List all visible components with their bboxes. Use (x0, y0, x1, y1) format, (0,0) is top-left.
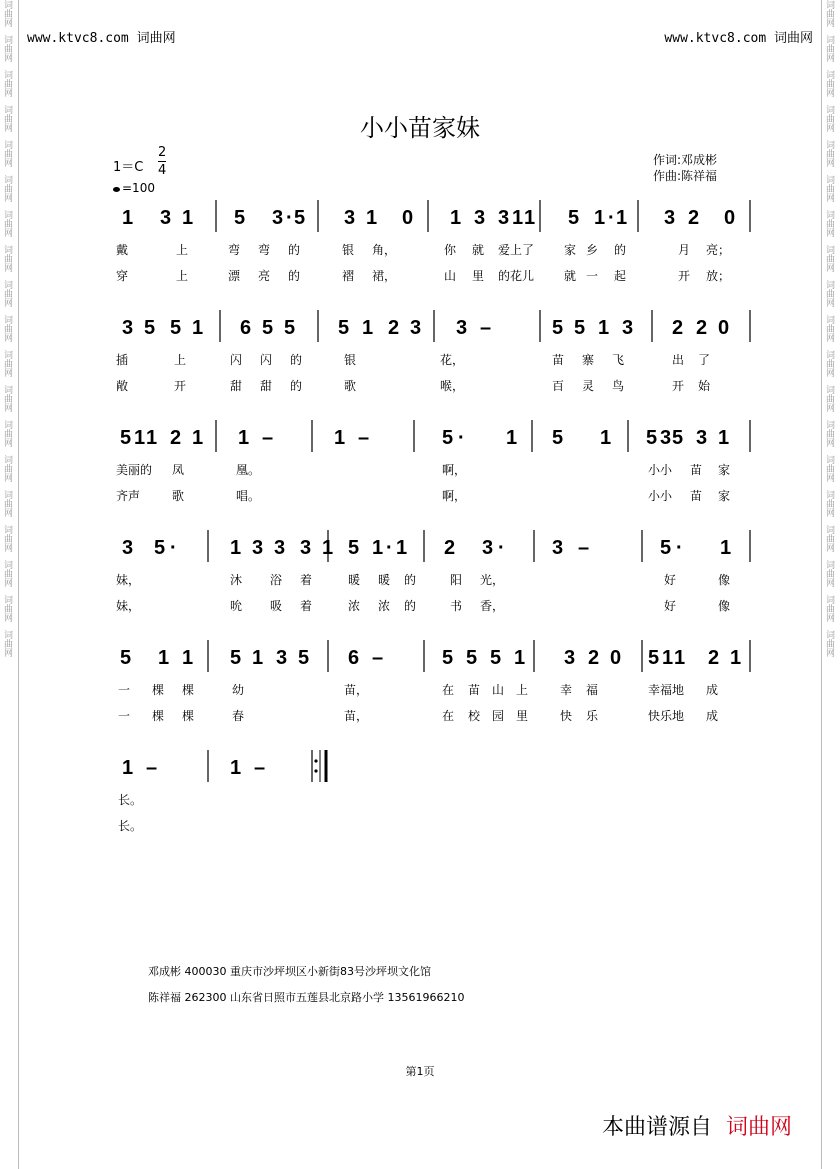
lyric-verse-1: 寨 (582, 353, 595, 367)
lyric-verse-2: 开 (174, 379, 187, 393)
note: 5 (120, 427, 132, 449)
lyric-verse-2: 穿 (116, 269, 129, 283)
lyric-verse-2: 里 (516, 709, 529, 723)
note: 1 (514, 647, 526, 669)
source-brand[interactable]: 词曲网 (725, 1115, 792, 1140)
lyric-verse-2: 一 (118, 709, 131, 723)
lyric-verse-2: 的 (404, 599, 417, 613)
lyric-verse-1: 闪 (230, 353, 243, 367)
note: 2 (672, 317, 684, 339)
watermark-text: 词曲网 (824, 280, 834, 307)
lyric-verse-2: 唱。 (236, 489, 261, 503)
lyric-verse-1: 阳 (450, 573, 463, 587)
watermark-text: 词曲网 (824, 385, 834, 412)
note: – (146, 757, 158, 779)
lyric-verse-2: 歌 (172, 489, 185, 503)
lyric-verse-1: 山 (492, 683, 505, 697)
lyric-verse-1: 闪 (260, 353, 273, 367)
watermark-text: 词曲网 (2, 0, 12, 27)
note: 2 (708, 647, 720, 669)
watermark-text: 词曲网 (824, 420, 834, 447)
lyric-verse-2: 成 (706, 709, 719, 723)
lyric-verse-2: 灵 (582, 379, 595, 393)
watermark-text: 词曲网 (2, 210, 12, 237)
lyric-verse-1: 光， (480, 573, 505, 587)
note: 1 (122, 757, 134, 779)
left-watermark-strip (2, 0, 16, 1169)
note: – (262, 427, 274, 449)
lyric-verse-2: 好 (664, 599, 677, 613)
note: 5 (648, 647, 660, 669)
lyric-verse-2: 裙， (372, 269, 397, 283)
note: 1 (252, 647, 264, 669)
lyric-verse-1: 幸福地 (648, 683, 685, 697)
note: 2 (444, 537, 456, 559)
note: 5 (660, 537, 672, 559)
note: 3 (344, 207, 356, 229)
lyric-verse-2: 家 (718, 489, 731, 503)
note: 1 (192, 317, 204, 339)
lyric-verse-1: 上 (176, 243, 189, 257)
composer: 作曲:陈祥福 (653, 169, 718, 183)
watermark-text: 词曲网 (2, 140, 12, 167)
note: 2 (688, 207, 700, 229)
lyric-verse-1: 一 (118, 683, 131, 697)
note: – (578, 537, 590, 559)
left-margin-line (18, 0, 19, 1169)
note: 0 (402, 207, 414, 229)
lyric-verse-1: 美丽的 (116, 463, 153, 477)
lyric-verse-1: 花， (440, 353, 465, 367)
watermark-text: 词曲网 (2, 595, 12, 622)
note: 5 (490, 647, 502, 669)
note: 1 (598, 317, 610, 339)
lyric-verse-2: 快乐地 (648, 709, 685, 723)
lyric-verse-1: 像 (718, 573, 731, 587)
lyric-verse-1: 福 (586, 683, 599, 697)
lyric-verse-2: 亮 (258, 269, 271, 283)
note: 3 (122, 537, 134, 559)
lyric-verse-1: 浴 (270, 573, 283, 587)
repeat-dot (314, 759, 317, 762)
watermark-text: 词曲网 (824, 175, 834, 202)
note: 0 (610, 647, 622, 669)
lyric-verse-1: 亮； (706, 243, 731, 257)
time-denominator: 4 (158, 163, 167, 178)
note: 1 (192, 427, 204, 449)
watermark-text: 词曲网 (2, 245, 12, 272)
watermark-text: 词曲网 (824, 35, 834, 62)
lyric-verse-2: 像 (718, 599, 731, 613)
watermark-text: 词曲网 (824, 490, 834, 517)
note: 1 (720, 537, 732, 559)
note: 1 (730, 647, 742, 669)
right-margin-line (821, 0, 822, 1169)
lyric-verse-1: 棵 (152, 683, 165, 697)
note: 3 (564, 647, 576, 669)
lyric-verse-2: 开 (672, 379, 685, 393)
note: 5 (284, 317, 296, 339)
source-credit (602, 1110, 792, 1141)
watermark-text: 词曲网 (2, 630, 12, 657)
watermark-text: 词曲网 (2, 560, 12, 587)
note: 5 (574, 317, 586, 339)
lyric-verse-2: 褶 (342, 269, 355, 283)
lyric-verse-1: 银 (342, 243, 355, 257)
lyric-verse-2: 苗， (344, 709, 369, 723)
lyric-verse-2: 苗 (690, 489, 703, 503)
note: · (170, 537, 177, 559)
lyric-verse-2: 敞 (116, 379, 129, 393)
lyric-verse-2: 长。 (118, 819, 143, 833)
lyric-verse-2: 上 (176, 269, 189, 283)
lyric-verse-1: 飞 (612, 353, 625, 367)
lyric-verse-1: 上 (516, 683, 529, 697)
watermark-text: 词曲网 (824, 140, 834, 167)
lyric-verse-1: 戴 (116, 243, 129, 257)
lyric-verse-2: 吮 (230, 599, 243, 613)
note: 3 (474, 207, 486, 229)
lyric-verse-1: 妹， (116, 573, 141, 587)
header-site-right[interactable]: www.ktvc8.com 词曲网 (664, 31, 813, 46)
time-numerator: 2 (158, 145, 167, 160)
lyric-verse-2: 小小 (648, 489, 673, 503)
note: 5 (230, 647, 242, 669)
note: · (608, 207, 615, 229)
note: 1 (322, 537, 334, 559)
watermark-text: 词曲网 (824, 525, 834, 552)
watermark-text: 词曲网 (824, 350, 834, 377)
note: 5 (672, 427, 684, 449)
lyric-verse-2: 棵 (152, 709, 165, 723)
lyric-verse-1: 苗 (468, 683, 481, 697)
lyric-verse-1: 凤 (172, 463, 185, 477)
lyric-verse-1: 爱上了 (498, 243, 535, 257)
note: – (372, 647, 384, 669)
note: 5 (348, 537, 360, 559)
watermark-text: 词曲网 (2, 525, 12, 552)
lyric-verse-2: 书 (450, 599, 463, 613)
lyric-verse-2: 妹， (116, 599, 141, 613)
right-watermark-strip (824, 0, 838, 1169)
watermark-text: 词曲网 (2, 280, 12, 307)
note: 1 (238, 427, 250, 449)
note: 1 (600, 427, 612, 449)
lyric-verse-1: 沐 (230, 573, 243, 587)
note: 1 (366, 207, 378, 229)
note: 5 (568, 207, 580, 229)
note: 2 (588, 647, 600, 669)
lyric-verse-1: 在 (442, 683, 455, 697)
lyric-verse-2: 山 (444, 269, 457, 283)
lyric-verse-1: 角， (372, 243, 397, 257)
watermark-text: 词曲网 (2, 385, 12, 412)
lyric-verse-2: 园 (492, 709, 505, 723)
lyric-verse-1: 成 (706, 683, 719, 697)
note: 3 (272, 207, 284, 229)
note: 5 (552, 427, 564, 449)
note: 1 (616, 207, 628, 229)
note: 1 (450, 207, 462, 229)
lyric-verse-2: 甜 (260, 379, 273, 393)
source-prefix: 本曲谱源自 (601, 1115, 712, 1140)
lyric-verse-2: 就 (564, 269, 577, 283)
note: · (286, 207, 293, 229)
lyric-verse-1: 苗， (344, 683, 369, 697)
lyric-verse-2: 啊， (442, 489, 467, 503)
watermark-text: 词曲网 (824, 210, 834, 237)
note: 5 (442, 647, 454, 669)
note: 3 (122, 317, 134, 339)
time-signature (158, 144, 166, 179)
note: 5 (552, 317, 564, 339)
lyric-verse-1: 上 (174, 353, 187, 367)
lyric-verse-1: 苗 (690, 463, 703, 477)
watermark-text: 词曲网 (2, 35, 12, 62)
note: 1 (122, 207, 134, 229)
note: 3 (622, 317, 634, 339)
lyric-verse-2: 浓 (348, 599, 361, 613)
lyric-verse-2: 浓 (378, 599, 391, 613)
note: – (254, 757, 266, 779)
note: 5 (442, 427, 454, 449)
note: 3 (252, 537, 264, 559)
lyric-verse-1: 凰。 (236, 463, 261, 477)
note: – (358, 427, 370, 449)
note: 5 (646, 427, 658, 449)
note: 1 (158, 647, 170, 669)
lyric-verse-2: 棵 (182, 709, 195, 723)
lyric-verse-2: 春 (232, 709, 245, 723)
note: 1 (396, 537, 408, 559)
watermark-text: 词曲网 (2, 350, 12, 377)
key-signature: 1＝C (113, 160, 144, 175)
note: 1 (674, 647, 686, 669)
watermark-text: 词曲网 (2, 70, 12, 97)
note: 3 (696, 427, 708, 449)
note: · (498, 537, 505, 559)
lyric-verse-1: 月 (678, 243, 691, 257)
lyric-verse-2: 着 (300, 599, 313, 613)
note: 1 (362, 317, 374, 339)
note: 3 (664, 207, 676, 229)
lyric-verse-1: 着 (300, 573, 313, 587)
note: 3 (482, 537, 494, 559)
repeat-dot (314, 769, 317, 772)
watermark-text: 词曲网 (824, 315, 834, 342)
lyric-verse-1: 好 (664, 573, 677, 587)
note: 5 (338, 317, 350, 339)
note: 3 (274, 537, 286, 559)
watermark-text: 词曲网 (2, 175, 12, 202)
watermark-text: 词曲网 (824, 560, 834, 587)
lyric-verse-1: 插 (116, 353, 129, 367)
note: 1 (334, 427, 346, 449)
lyric-verse-2: 百 (552, 379, 565, 393)
lyric-verse-1: 幸 (560, 683, 573, 697)
lyric-verse-2: 漂 (228, 269, 241, 283)
note: 0 (718, 317, 730, 339)
lyric-verse-1: 的 (404, 573, 417, 587)
note: 1 (662, 647, 674, 669)
note: 6 (240, 317, 252, 339)
note: 3 (300, 537, 312, 559)
lyric-verse-1: 小小 (648, 463, 673, 477)
lyric-verse-1: 弯 (228, 243, 241, 257)
lyric-verse-1: 乡 (586, 243, 599, 257)
lyric-verse-2: 开 (678, 269, 691, 283)
note: 5 (144, 317, 156, 339)
lyric-verse-1: 银 (344, 353, 357, 367)
watermark-text: 词曲网 (2, 105, 12, 132)
note: 1 (718, 427, 730, 449)
lyric-verse-1: 家 (564, 243, 577, 257)
note: 1 (182, 647, 194, 669)
lyric-verse-1: 暖 (378, 573, 391, 587)
note: – (480, 317, 492, 339)
note: 5 (170, 317, 182, 339)
note: 1 (372, 537, 384, 559)
watermark-text: 词曲网 (824, 105, 834, 132)
lyric-verse-2: 的花儿 (498, 269, 535, 283)
lyricist: 作词:邓成彬 (653, 153, 718, 167)
watermark-text: 词曲网 (824, 70, 834, 97)
address-lyricist: 邓成彬 400030 重庆市沙坪坝区小新街83号沙坪坝文化馆 (148, 965, 431, 978)
lyric-verse-2: 吸 (270, 599, 283, 613)
note: 1 (146, 427, 158, 449)
note: 3 (410, 317, 422, 339)
lyric-verse-1: 啊， (442, 463, 467, 477)
lyric-verse-1: 的 (290, 353, 303, 367)
jianpu-score (112, 180, 762, 845)
lyric-verse-2: 香， (480, 599, 505, 613)
lyric-verse-2: 快 (560, 709, 573, 723)
note: 6 (348, 647, 360, 669)
lyric-verse-1: 暖 (348, 573, 361, 587)
lyric-verse-2: 歌 (344, 379, 357, 393)
lyric-verse-1: 苗 (552, 353, 565, 367)
note: · (458, 427, 465, 449)
lyric-verse-1: 你 (444, 243, 457, 257)
watermark-text: 词曲网 (2, 490, 12, 517)
watermark-text: 词曲网 (824, 455, 834, 482)
lyric-verse-2: 乐 (586, 709, 599, 723)
note: 3 (276, 647, 288, 669)
note: 2 (170, 427, 182, 449)
lyric-verse-1: 长。 (118, 793, 143, 807)
note: 1 (524, 207, 536, 229)
lyric-verse-2: 起 (614, 269, 627, 283)
note: 2 (388, 317, 400, 339)
address-composer: 陈祥福 262300 山东省日照市五莲县北京路小学 13561966210 (148, 991, 465, 1004)
note: 5 (120, 647, 132, 669)
note: 1 (594, 207, 606, 229)
lyric-verse-1: 棵 (182, 683, 195, 697)
note: 3 (456, 317, 468, 339)
note: 3 (660, 427, 672, 449)
note: 5 (298, 647, 310, 669)
score (112, 180, 762, 849)
lyric-verse-2: 的 (290, 379, 303, 393)
lyric-verse-1: 就 (472, 243, 485, 257)
page-number: 第1页 (405, 1065, 435, 1078)
lyric-verse-1: 的 (614, 243, 627, 257)
lyric-verse-2: 一 (586, 269, 599, 283)
watermark-text: 词曲网 (824, 0, 834, 27)
watermark-text: 词曲网 (2, 420, 12, 447)
lyric-verse-1: 幼 (232, 683, 245, 697)
tempo-value: =100 (122, 181, 155, 195)
lyric-verse-2: 甜 (230, 379, 243, 393)
note: 0 (724, 207, 736, 229)
watermark-text: 词曲网 (824, 245, 834, 272)
note: 5 (294, 207, 306, 229)
lyric-verse-2: 在 (442, 709, 455, 723)
lyric-verse-1: 了 (698, 353, 711, 367)
lyric-verse-2: 校 (468, 709, 481, 723)
watermark-text: 词曲网 (824, 595, 834, 622)
note: 5 (466, 647, 478, 669)
watermark-text: 词曲网 (2, 455, 12, 482)
lyric-verse-1: 家 (718, 463, 731, 477)
note: 5 (154, 537, 166, 559)
note: 1 (506, 427, 518, 449)
note: 3 (552, 537, 564, 559)
note: 1 (512, 207, 524, 229)
note: · (676, 537, 683, 559)
lyric-verse-1: 的 (288, 243, 301, 257)
lyric-verse-1: 出 (672, 353, 685, 367)
lyric-verse-2: 鸟 (612, 379, 625, 393)
watermark-text: 词曲网 (2, 315, 12, 342)
lyric-verse-2: 的 (288, 269, 301, 283)
lyric-verse-2: 放； (706, 269, 731, 283)
note: 5 (234, 207, 246, 229)
note: 1 (230, 757, 242, 779)
lyric-verse-1: 弯 (258, 243, 271, 257)
header-site-left[interactable]: www.ktvc8.com 词曲网 (27, 31, 176, 46)
note: 2 (696, 317, 708, 339)
lyric-verse-2: 齐声 (116, 489, 141, 503)
note: 3 (160, 207, 172, 229)
note: 1 (230, 537, 242, 559)
note: 1 (182, 207, 194, 229)
note: 5 (262, 317, 274, 339)
lyric-verse-2: 喉， (440, 379, 465, 393)
note: · (386, 537, 393, 559)
song-title: 小小苗家妹 (360, 114, 480, 142)
note: 1 (134, 427, 146, 449)
watermark-text: 词曲网 (824, 630, 834, 657)
lyric-verse-2: 里 (472, 269, 485, 283)
lyric-verse-2: 始 (698, 379, 711, 393)
note: 3 (498, 207, 510, 229)
